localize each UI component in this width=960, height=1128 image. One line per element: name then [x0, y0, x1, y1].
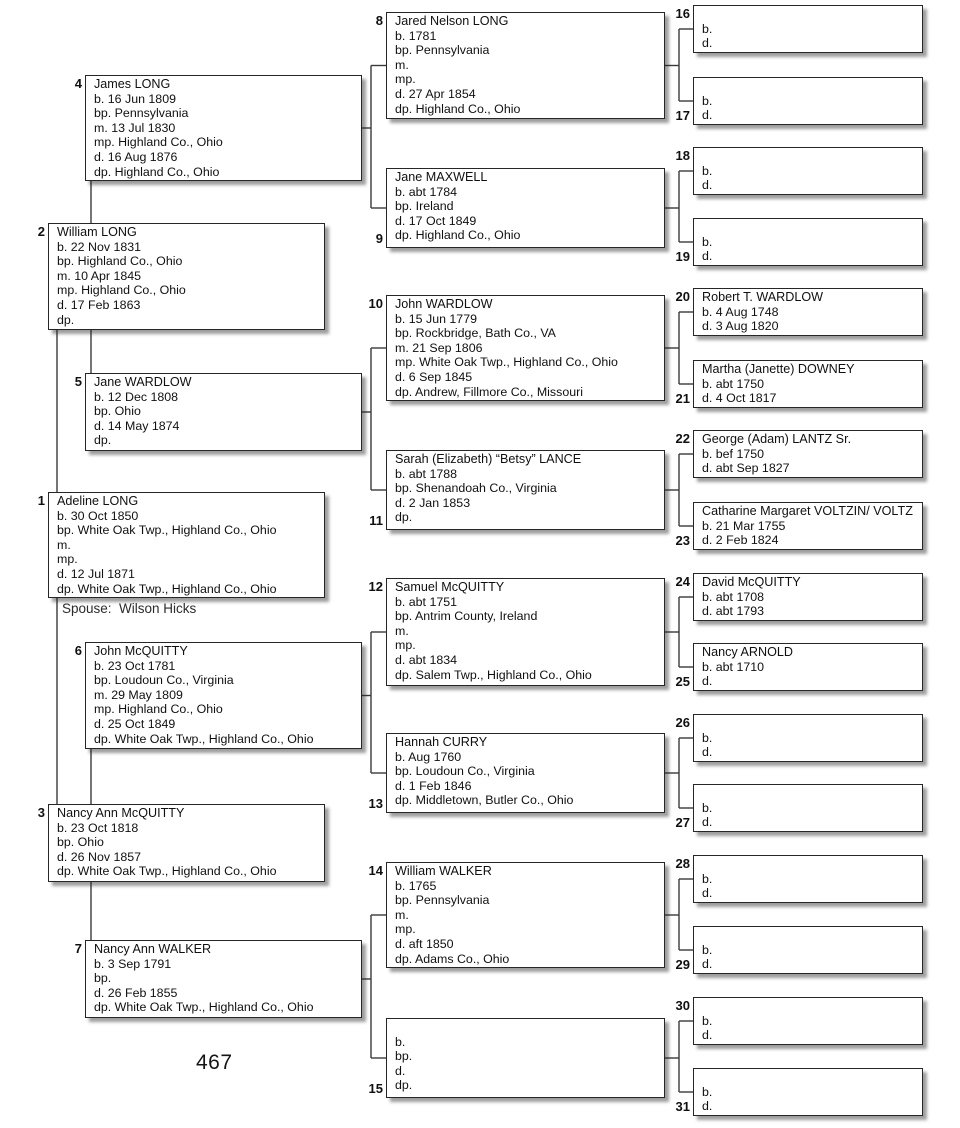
person-number: 17 — [675, 108, 690, 123]
person-field: m. 13 Jul 1830 — [94, 120, 176, 135]
person-field: bp. Ohio — [94, 404, 141, 419]
person-number: 24 — [675, 574, 690, 589]
person-field: b. — [702, 163, 713, 178]
person-name: George (Adam) LANTZ Sr. — [702, 432, 852, 446]
person-number: 21 — [675, 391, 690, 406]
person-field: dp. — [57, 312, 75, 327]
person-field: d. 6 Sep 1845 — [395, 369, 473, 384]
person-number: 4 — [74, 76, 82, 91]
person-field: bp. Pennsylvania — [395, 893, 490, 908]
person-box-28 — [693, 855, 923, 903]
person-field: d. aft 1850 — [395, 936, 454, 951]
person-field: d. 1 Feb 1846 — [395, 778, 472, 793]
person-name — [702, 857, 918, 872]
person-box-14 — [386, 862, 665, 968]
person-box-15 — [386, 1018, 665, 1098]
person-box-13 — [386, 733, 665, 813]
person-field: d. — [702, 745, 713, 760]
person-name — [702, 716, 918, 731]
person-field: b. — [702, 1013, 713, 1028]
person-field: b. 22 Nov 1831 — [57, 239, 142, 254]
person-field: bp. — [94, 971, 112, 986]
person-name: Robert T. WARDLOW — [702, 290, 824, 304]
person-field: b. abt 1784 — [395, 184, 458, 199]
person-box-10 — [386, 295, 665, 401]
person-field: m. 29 May 1809 — [94, 687, 183, 702]
person-name: James LONG — [94, 77, 171, 91]
page-number: 467 — [196, 1051, 233, 1074]
person-name: Adeline LONG — [57, 494, 139, 508]
person-field: d. — [702, 108, 713, 123]
person-field: mp. — [395, 638, 416, 653]
person-name: Nancy Ann WALKER — [94, 942, 212, 956]
person-number: 29 — [675, 957, 690, 972]
person-name: John WARDLOW — [395, 297, 493, 311]
person-field: d. 26 Nov 1857 — [57, 849, 142, 864]
person-field: m. 10 Apr 1845 — [57, 268, 142, 283]
person-field: d. 2 Feb 1824 — [702, 533, 779, 548]
person-name: Samuel McQUITTY — [395, 580, 505, 594]
person-field: d. 27 Apr 1854 — [395, 86, 476, 101]
person-number: 3 — [37, 805, 45, 820]
person-number: 19 — [675, 249, 690, 264]
person-field: b. — [702, 871, 713, 886]
person-field: bp. Ireland — [395, 199, 454, 214]
person-field: b. 12 Dec 1808 — [94, 389, 179, 404]
person-number: 16 — [675, 6, 690, 21]
person-field: d. 3 Aug 1820 — [702, 319, 779, 334]
person-field: bp. Ohio — [57, 835, 104, 850]
person-box-2 — [48, 223, 325, 330]
person-name: Martha (Janette) DOWNEY — [702, 362, 855, 376]
person-number: 18 — [675, 148, 690, 163]
person-box-23 — [693, 502, 923, 550]
person-field: bp. Loudoun Co., Virginia — [94, 673, 234, 688]
person-field: b. abt 1751 — [395, 594, 458, 609]
person-field: d. — [702, 674, 713, 689]
person-field: d. — [702, 249, 713, 264]
person-box-7 — [85, 940, 362, 1018]
person-field: dp. Middletown, Butler Co., Ohio — [395, 793, 574, 808]
person-field: dp. Highland Co., Ohio — [94, 164, 220, 179]
person-box-30 — [693, 997, 923, 1045]
person-field: b. 30 Oct 1850 — [57, 508, 139, 523]
person-box-20 — [693, 288, 923, 336]
person-field: b. 1781 — [395, 28, 437, 43]
person-field: d. 26 Feb 1855 — [94, 985, 178, 1000]
person-field: d. 2 Jan 1853 — [395, 495, 471, 510]
person-field: dp. White Oak Twp., Highland Co., Ohio — [57, 581, 277, 596]
person-number: 30 — [675, 998, 690, 1013]
person-name — [702, 220, 918, 235]
person-field: b. 21 Mar 1755 — [702, 518, 786, 533]
person-number: 2 — [37, 224, 45, 239]
person-number: 6 — [74, 643, 82, 658]
person-box-29 — [693, 926, 923, 974]
person-field: b. 23 Oct 1781 — [94, 658, 176, 673]
person-field: b. 16 Jun 1809 — [94, 91, 176, 106]
person-box-5 — [85, 373, 362, 451]
person-box-26 — [693, 714, 923, 762]
person-box-17 — [693, 77, 923, 125]
person-number: 23 — [675, 533, 690, 548]
person-name: Hannah CURRY — [395, 735, 488, 749]
person-name: David McQUITTY — [702, 575, 801, 589]
person-number: 31 — [675, 1099, 690, 1114]
person-box-24 — [693, 573, 923, 621]
person-number: 10 — [368, 296, 383, 311]
person-number: 15 — [368, 1081, 383, 1096]
person-name — [702, 999, 918, 1014]
person-name — [702, 928, 918, 943]
person-field: d. — [702, 957, 713, 972]
person-number: 28 — [675, 856, 690, 871]
person-field: b. Aug 1760 — [395, 749, 462, 764]
person-name: John McQUITTY — [94, 644, 188, 658]
person-field: b. — [702, 800, 713, 815]
person-field: b. 23 Oct 1818 — [57, 820, 139, 835]
person-field: d. 16 Aug 1876 — [94, 149, 178, 164]
person-field: d. — [702, 886, 713, 901]
person-field: dp. Highland Co., Ohio — [395, 101, 521, 116]
person-number: 12 — [368, 579, 383, 594]
person-field: d. — [702, 36, 713, 51]
person-name — [702, 1070, 918, 1085]
person-field: mp. Highland Co., Ohio — [94, 135, 223, 150]
person-field: bp. Pennsylvania — [395, 43, 490, 58]
person-field: mp. — [57, 552, 78, 567]
person-field: d. 14 May 1874 — [94, 418, 180, 433]
person-field: d. abt 1793 — [702, 604, 765, 619]
person-box-25 — [693, 643, 923, 691]
person-field: d. abt Sep 1827 — [702, 461, 790, 476]
person-field: bp. Shenandoah Co., Virginia — [395, 481, 557, 496]
person-field: d. — [702, 815, 713, 830]
person-field: bp. Antrim County, Ireland — [395, 609, 538, 624]
person-field: mp. Highland Co., Ohio — [94, 702, 223, 717]
person-name: Jane WARDLOW — [94, 375, 192, 389]
person-field: b. 15 Jun 1779 — [395, 311, 477, 326]
person-box-16 — [693, 5, 923, 53]
person-field: b. — [702, 21, 713, 36]
person-field: bp. Highland Co., Ohio — [57, 254, 183, 269]
person-field: b. 1765 — [395, 878, 437, 893]
person-box-4 — [85, 75, 362, 181]
person-field: mp. White Oak Twp., Highland Co., Ohio — [395, 355, 618, 370]
person-field: dp. White Oak Twp., Highland Co., Ohio — [94, 1000, 314, 1015]
person-box-9 — [386, 168, 665, 248]
person-field: dp. Highland Co., Ohio — [395, 228, 521, 243]
person-number: 13 — [368, 796, 383, 811]
person-number: 1 — [37, 493, 45, 508]
person-box-6 — [85, 642, 362, 749]
person-field: m. — [395, 623, 409, 638]
person-field: m. — [395, 907, 409, 922]
person-number: 22 — [675, 431, 690, 446]
person-number: 14 — [368, 863, 383, 878]
person-field: d. — [702, 178, 713, 193]
person-field: d. 17 Feb 1863 — [57, 297, 141, 312]
person-field: d. 25 Oct 1849 — [94, 716, 176, 731]
person-field: b. bef 1750 — [702, 446, 765, 461]
person-name: Jared Nelson LONG — [395, 14, 509, 28]
person-field: mp. Highland Co., Ohio — [57, 283, 186, 298]
person-field: d. 12 Jul 1871 — [57, 566, 135, 581]
person-name — [702, 786, 918, 801]
person-field: m. 21 Sep 1806 — [395, 340, 483, 355]
person-number: 20 — [675, 289, 690, 304]
person-name — [395, 1020, 660, 1035]
person-field: b. — [702, 942, 713, 957]
person-field: dp. Salem Twp., Highland Co., Ohio — [395, 667, 592, 682]
person-name: Jane MAXWELL — [395, 170, 488, 184]
person-box-22 — [693, 430, 923, 478]
person-field: bp. Rockbridge, Bath Co., VA — [395, 326, 556, 341]
person-field: d. — [702, 1099, 713, 1114]
person-field: b. 4 Aug 1748 — [702, 304, 779, 319]
person-name: Nancy Ann McQUITTY — [57, 806, 185, 820]
person-name: Catharine Margaret VOLTZIN/ VOLTZ — [702, 504, 913, 518]
person-field: dp. White Oak Twp., Highland Co., Ohio — [94, 731, 314, 746]
person-field: d. abt 1834 — [395, 652, 458, 667]
person-field: b. abt 1710 — [702, 659, 765, 674]
person-box-1 — [48, 492, 325, 598]
person-field: bp. White Oak Twp., Highland Co., Ohio — [57, 523, 277, 538]
person-field: bp. Loudoun Co., Virginia — [395, 764, 535, 779]
person-box-31 — [693, 1068, 923, 1116]
person-box-12 — [386, 578, 665, 686]
person-field: mp. — [395, 922, 416, 937]
person-field: bp. — [395, 1049, 413, 1064]
person-field: dp. — [395, 1078, 413, 1093]
person-field: b. — [702, 1084, 713, 1099]
person-field: dp. Adams Co., Ohio — [395, 951, 510, 966]
person-field: mp. — [395, 72, 416, 87]
person-box-3 — [48, 804, 325, 882]
person-field: d. 4 Oct 1817 — [702, 391, 777, 406]
person-name: Sarah (Elizabeth) “Betsy” LANCE — [395, 452, 582, 466]
person-name — [702, 149, 918, 164]
person-number: 5 — [74, 374, 82, 389]
person-number: 26 — [675, 715, 690, 730]
person-name: William LONG — [57, 225, 137, 239]
person-name: William WALKER — [395, 864, 492, 878]
person-number: 27 — [675, 815, 690, 830]
person-name — [702, 7, 918, 22]
person-field: d. — [395, 1063, 406, 1078]
person-number: 25 — [675, 674, 690, 689]
person-box-19 — [693, 218, 923, 266]
person-field: m. — [395, 57, 409, 72]
person-number: 11 — [369, 513, 383, 528]
person-field: dp. — [94, 433, 112, 448]
person-field: b. 3 Sep 1791 — [94, 956, 172, 971]
person-field: b. abt 1750 — [702, 376, 765, 391]
person-number: 7 — [74, 941, 82, 956]
person-number: 9 — [375, 231, 383, 246]
person-box-21 — [693, 360, 923, 408]
person-field: b. — [702, 234, 713, 249]
person-field: bp. Pennsylvania — [94, 106, 189, 121]
person-field: b. abt 1708 — [702, 589, 765, 604]
person-number: 8 — [375, 13, 383, 28]
person-field: dp. White Oak Twp., Highland Co., Ohio — [57, 864, 277, 879]
person-box-8 — [386, 12, 665, 119]
person-field: b. abt 1788 — [395, 466, 458, 481]
person-name — [702, 79, 918, 94]
person-box-27 — [693, 784, 923, 832]
person-field: dp. Andrew, Fillmore Co., Missouri — [395, 384, 583, 399]
person-name: Nancy ARNOLD — [702, 645, 793, 659]
person-box-11 — [386, 450, 665, 530]
person-field: m. — [57, 537, 71, 552]
person-field: b. — [702, 730, 713, 745]
person-box-18 — [693, 147, 923, 195]
person-field: d. — [702, 1028, 713, 1043]
person-field: dp. — [395, 510, 413, 525]
spouse-note: Spouse: Wilson Hicks — [62, 601, 197, 616]
person-field: b. — [702, 93, 713, 108]
person-field: b. — [395, 1034, 406, 1049]
person-field: d. 17 Oct 1849 — [395, 213, 477, 228]
